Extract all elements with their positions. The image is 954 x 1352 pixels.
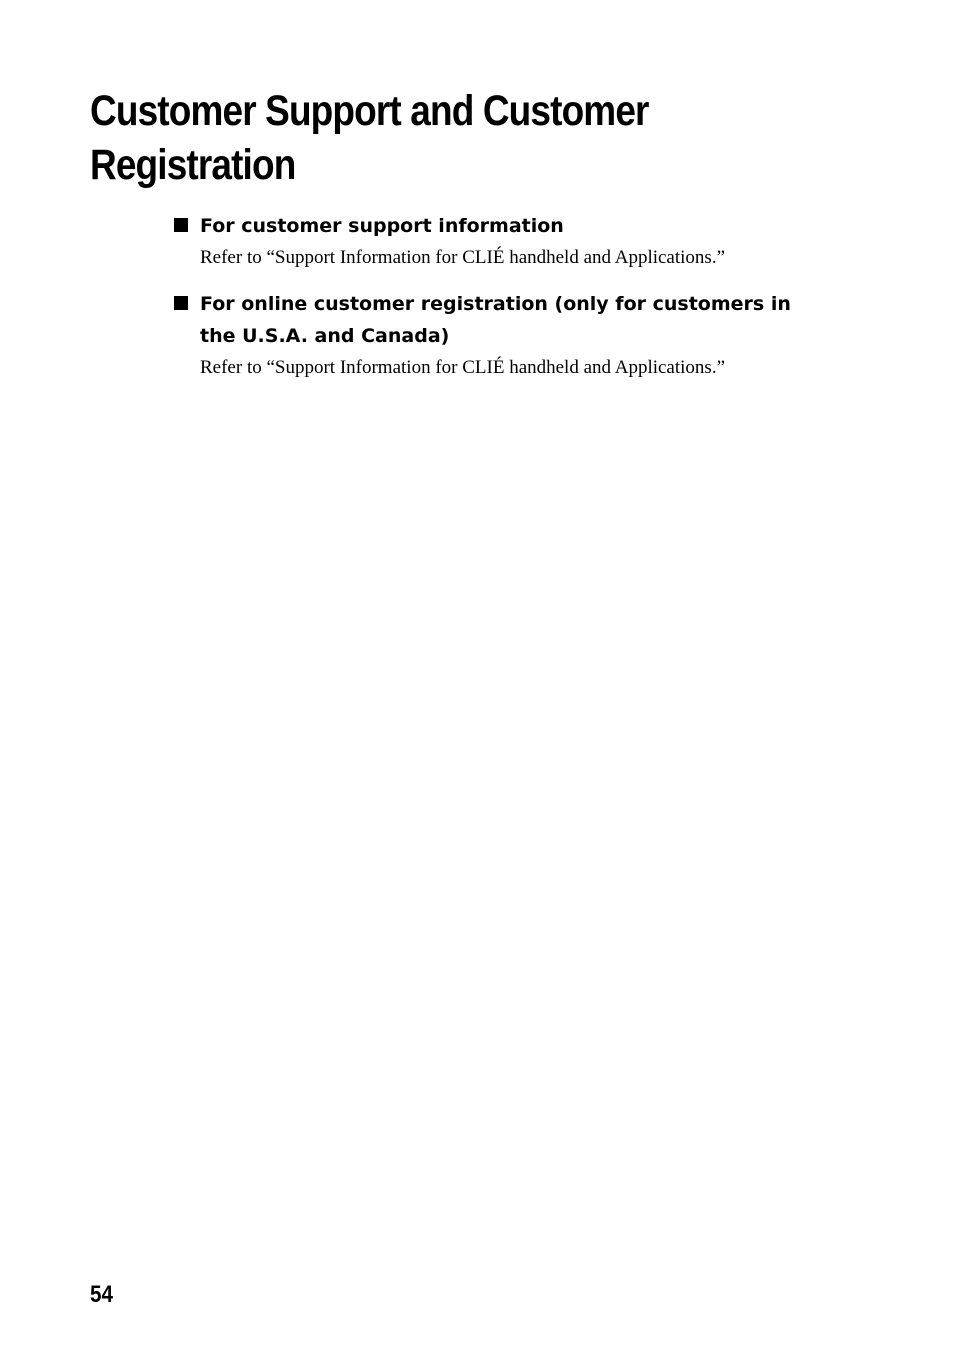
section-online-registration: [172, 288, 812, 384]
section-body: Refer to “Support Information for CLIÉ handheld and Applications.”: [200, 357, 726, 378]
section-heading: For online customer registration (only for customers in the U.S.A. and Canada): [200, 293, 791, 347]
page-number: 54: [90, 1281, 113, 1308]
section-heading: For customer support information: [200, 215, 564, 237]
square-bullet-icon: [174, 296, 188, 310]
page-title: Customer Support and Customer Registration: [90, 87, 649, 189]
content-sections: [172, 210, 812, 398]
section-body: Refer to “Support Information for CLIÉ handheld and Applications.”: [200, 247, 726, 268]
square-bullet-icon: [174, 218, 188, 232]
section-customer-support: [172, 210, 812, 274]
